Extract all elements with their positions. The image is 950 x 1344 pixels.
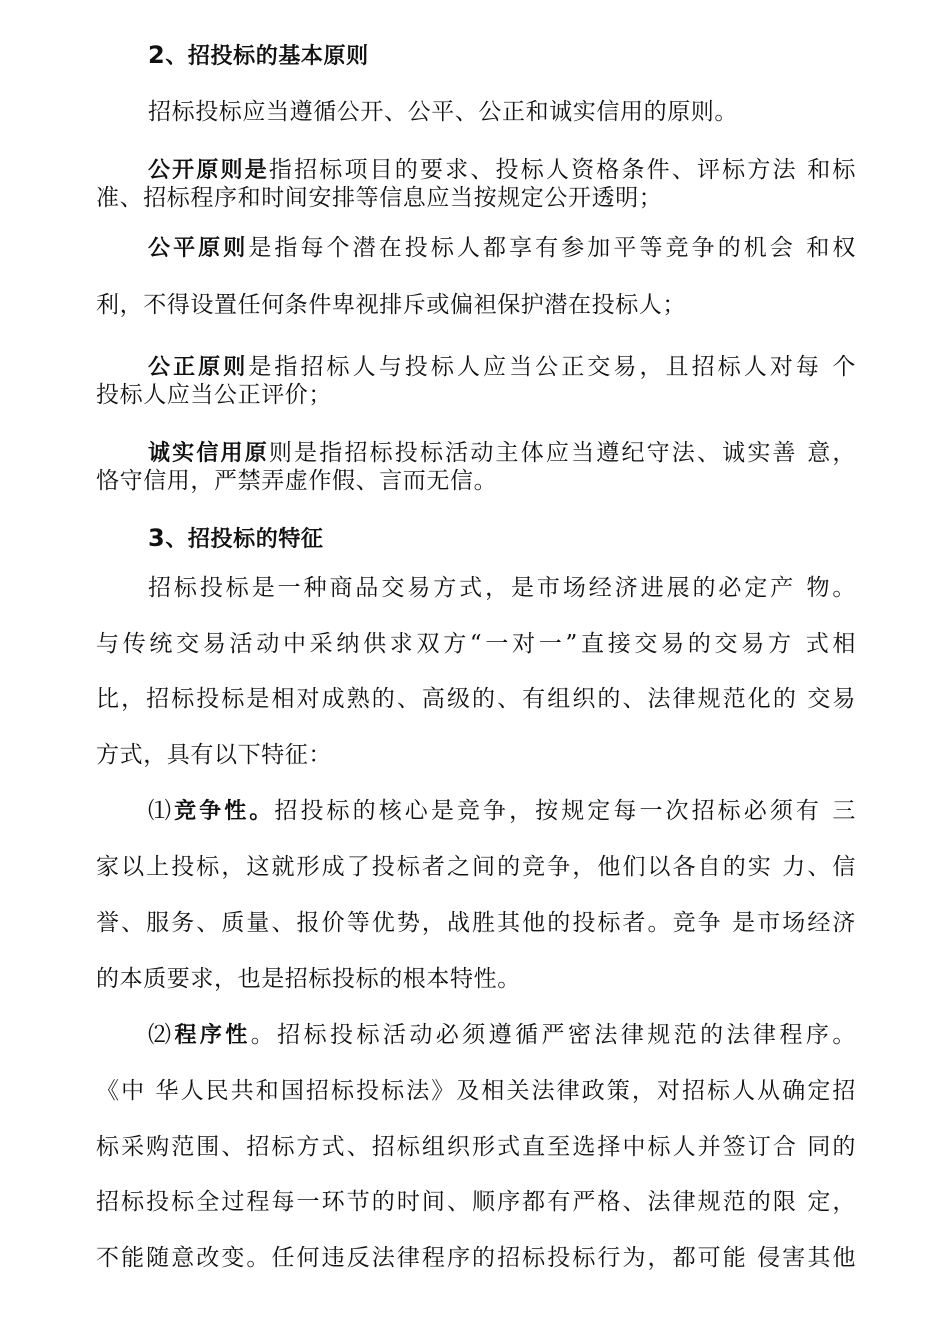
section-heading-features (148, 523, 856, 555)
honest-principle-line1 (148, 438, 856, 469)
principles-intro: 招标投标应当遵循公开、公平、公正和诚实信用的原则。 (148, 99, 738, 125)
fair-principle-text: 是指每个潜在投标人都享有参加平等竞争的机会 和权 (248, 235, 856, 261)
competitive-term: 竞争性。 (174, 799, 275, 824)
just-principle-term: 公正原则 (148, 355, 249, 380)
competitive-line4: 的本质要求，也是招标投标的根本特性。 (96, 966, 521, 992)
honest-principle-term: 诚实信用原 (148, 441, 269, 466)
section-title: 、招投标的基本原则 (165, 44, 369, 69)
features-intro-line4: 方式，具有以下特征： (96, 742, 332, 768)
list-marker: ⑴ (148, 798, 175, 824)
just-principle-line2: 投标人应当公正评价； (96, 382, 332, 408)
features-intro-line1: 招标投标是一种商品交易方式，是市场经济进展的必定产 物。 (148, 575, 856, 601)
honest-principle-text: 则是指招标投标活动主体应当遵纪守法、诚实善 意， (268, 440, 856, 466)
procedural-line1 (148, 1020, 856, 1051)
section-number: 3 (148, 524, 166, 552)
just-principle-line1 (148, 352, 856, 383)
section-heading-principles (148, 40, 856, 72)
procedural-line5: 不能随意改变。任何违反法律程序的招标投标行为，都可能 侵害其他 (96, 1245, 856, 1271)
fair-principle-line2: 利，不得设置任何条件卑视排斥或偏袒保护潜在投标人； (96, 292, 686, 318)
list-marker: ⑵ (148, 1022, 175, 1048)
open-principle-text: 指招标项目的要求、投标人资格条件、评标方法 和标 (268, 157, 856, 183)
open-principle-term: 公开原则是 (148, 158, 269, 183)
features-intro-line2: 与传统交易活动中采纳供求双方“一对一”直接交易的交易方 式相 (96, 631, 856, 657)
competitive-line2: 家以上投标，这就形成了投标者之间的竞争，他们以各自的实 力、信 (96, 854, 856, 880)
procedural-text: 。招标投标活动必须遵循严密法律规范的法律程序。 (250, 1022, 856, 1048)
procedural-line2: 《中 华人民共和国招标投标法》及相关法律政策，对招标人从确定招 (96, 1078, 856, 1104)
fair-principle-line1 (148, 233, 856, 264)
procedural-term: 程序性 (174, 1023, 251, 1048)
just-principle-text: 是指招标人与投标人应当公正交易，且招标人对每 个 (248, 354, 856, 380)
competitive-text: 招投标的核心是竞争，按规定每一次招标必须有 三 (274, 798, 856, 824)
competitive-line3: 誉、服务、质量、报价等优势，战胜其他的投标者。竞争 是市场经济 (96, 910, 856, 936)
open-principle-line1 (148, 155, 856, 186)
competitive-line1 (148, 796, 856, 827)
section-number: 2 (148, 41, 166, 69)
open-principle-line2: 准、招标程序和时间安排等信息应当按规定公开透明； (96, 185, 663, 211)
features-intro-line3: 比，招标投标是相对成熟的、高级的、有组织的、法律规范化的 交易 (96, 686, 856, 712)
section-title: 、招投标的特征 (165, 527, 324, 552)
honest-principle-line2: 恪守信用，严禁弄虚作假、言而无信。 (96, 468, 498, 494)
fair-principle-term: 公平原则 (148, 236, 249, 261)
procedural-line3: 标采购范围、招标方式、招标组织形式直至选择中标人并签订合 同的 (96, 1134, 856, 1160)
procedural-line4: 招标投标全过程每一环节的时间、顺序都有严格、法律规范的限 定， (96, 1189, 856, 1215)
